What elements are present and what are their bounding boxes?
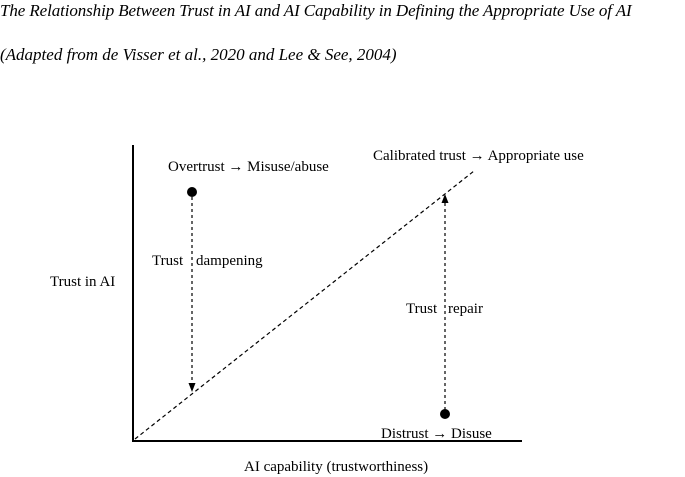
figure-title: The Relationship Between Trust in AI and AI Capability in Defining the Appropriate Use of AI [0,1,632,20]
figure-subtitle: (Adapted from de Visser et al., 2020 and Lee & See, 2004) [0,45,397,64]
overtrust-point [187,187,197,197]
y-axis-label: Trust in AI [50,274,116,290]
distrust-point [440,409,450,419]
trust-repair-label-2: repair [448,301,483,317]
trust-repair-label-1: Trust [406,301,438,317]
x-axis-label: AI capability (trustworthiness) [244,459,429,475]
distrust-label: Distrust → Disuse [381,426,492,442]
trust-dampening-arrowhead [189,383,196,392]
overtrust-label: Overtrust → Misuse/abuse [168,159,329,175]
calibrated-trust-label: Calibrated trust → Appropriate use [373,148,584,164]
trust-dampening-label-2: dampening [196,253,263,269]
trust-dampening-label-1: Trust [152,253,184,269]
